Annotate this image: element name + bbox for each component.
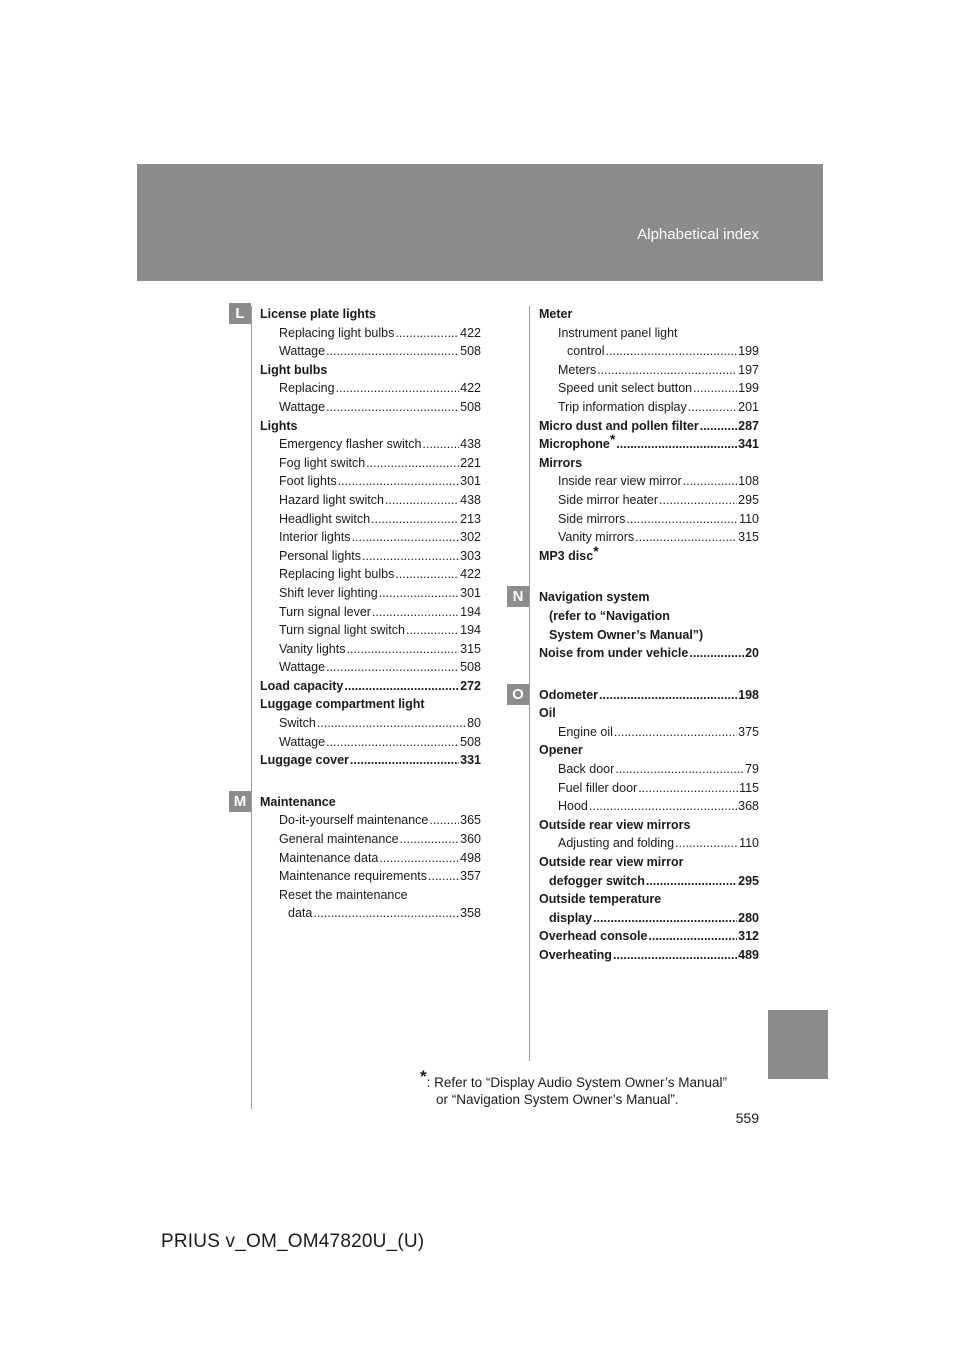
index-entry [539, 946, 759, 965]
index-entry [260, 793, 481, 812]
entry-page-number: 438 [460, 437, 481, 452]
dot-leader [379, 584, 459, 603]
index-entry [539, 760, 759, 779]
index-entry [260, 510, 481, 529]
index-section-m [233, 792, 481, 923]
index-column-right [512, 305, 759, 965]
entry-page-number: 489 [738, 948, 759, 962]
entry-label: Fuel filler door [558, 780, 638, 795]
entry-page-number: 331 [460, 753, 481, 768]
index-entry [539, 588, 759, 607]
entry-page-number: 194 [460, 623, 481, 638]
index-entry [539, 779, 759, 798]
dot-leader [615, 760, 744, 779]
entry-label: MP3 disc [539, 548, 594, 563]
dot-leader [683, 472, 738, 491]
index-entry [260, 714, 481, 733]
entry-label: Light bulbs [260, 362, 328, 377]
entry-label: display [549, 910, 593, 925]
entry-page-number: 115 [739, 780, 759, 795]
dot-leader [326, 342, 459, 361]
index-entry [260, 454, 481, 473]
entry-page-number: 368 [738, 799, 759, 814]
entry-page-number: 315 [460, 641, 481, 656]
index-entry [260, 695, 481, 714]
index-entry [260, 640, 481, 659]
entry-label: Oil [539, 706, 556, 721]
dot-leader [350, 751, 459, 770]
index-entry [260, 342, 481, 361]
dot-leader [326, 658, 459, 677]
index-entry [260, 379, 481, 398]
dot-leader [635, 528, 737, 547]
entry-label: Switch [279, 716, 316, 731]
dot-leader [338, 472, 459, 491]
entry-label: Opener [539, 743, 583, 758]
entry-label: Outside rear view mirror [539, 855, 684, 870]
entry-page-number: 272 [460, 678, 481, 693]
index-entry [260, 849, 481, 868]
dot-leader [648, 927, 737, 946]
entry-page-number: 315 [738, 530, 759, 545]
dot-leader [422, 435, 459, 454]
dot-leader [688, 398, 737, 417]
dot-leader [693, 379, 737, 398]
dot-leader [406, 621, 459, 640]
dot-leader [700, 417, 737, 436]
entry-label: Shift lever lighting [279, 585, 378, 600]
entry-label: Maintenance data [279, 850, 379, 865]
section-thumb-tab [768, 1010, 828, 1079]
entry-label: Noise from under vehicle [539, 646, 689, 661]
entry-label: Maintenance [260, 794, 336, 809]
index-entry [260, 528, 481, 547]
dot-leader [336, 379, 460, 398]
dot-leader [659, 491, 737, 510]
dot-leader [646, 872, 737, 891]
index-entry [539, 607, 759, 626]
entry-page-number: 80 [467, 716, 481, 731]
dot-leader [352, 528, 460, 547]
section-letter-tab: N [507, 586, 529, 607]
index-entry [539, 909, 759, 928]
index-entry [539, 890, 759, 909]
footnote-star: * [609, 431, 616, 447]
footnote-line-1: *: Refer to “Display Audio System Owner’s Manual” [420, 1067, 727, 1090]
dot-leader [675, 834, 738, 853]
entry-label: Turn signal light switch [279, 623, 405, 638]
entry-label: Replacing light bulbs [279, 567, 395, 582]
dot-leader [395, 324, 459, 343]
dot-leader [428, 867, 459, 886]
entry-page-number: 508 [460, 734, 481, 749]
entry-label: Emergency flasher switch [279, 437, 422, 452]
dot-leader [593, 909, 737, 928]
index-entry [539, 834, 759, 853]
dot-leader [626, 510, 738, 529]
entry-label: General maintenance [279, 832, 399, 847]
dot-leader [614, 723, 737, 742]
entry-page-number: 303 [460, 548, 481, 563]
entry-page-number: 280 [738, 910, 759, 925]
entry-label: Luggage compartment light [260, 697, 425, 712]
index-entry [260, 324, 481, 343]
index-entry [260, 584, 481, 603]
document-code: PRIUS v_OM_OM47820U_(U) [161, 1231, 425, 1252]
index-entry [539, 379, 759, 398]
entry-page-number: 79 [745, 762, 759, 777]
entry-label: Micro dust and pollen filter [539, 418, 699, 433]
dot-leader [313, 904, 459, 923]
dot-leader [326, 398, 459, 417]
dot-leader [599, 686, 737, 705]
entry-label: Engine oil [558, 724, 613, 739]
entry-page-number: 108 [738, 474, 759, 489]
index-entry [260, 565, 481, 584]
entry-page-number: 197 [738, 362, 759, 377]
index-entry [260, 435, 481, 454]
index-entry [260, 361, 481, 380]
dot-leader [429, 811, 459, 830]
entry-label: Meters [558, 362, 597, 377]
index-entry [539, 723, 759, 742]
index-entry [539, 741, 759, 760]
entry-label: Wattage [279, 344, 326, 359]
dot-leader [379, 849, 459, 868]
entry-label: control [567, 344, 605, 359]
index-entry [539, 305, 759, 324]
entry-page-number: 199 [738, 344, 759, 359]
entry-label: Fog light switch [279, 455, 366, 470]
index-section-n [512, 588, 759, 662]
entry-page-number: 295 [738, 492, 759, 507]
entry-label: defogger switch [549, 873, 645, 888]
entry-label: Load capacity [260, 678, 344, 693]
index-entry [260, 751, 481, 770]
entry-label: Replacing light bulbs [279, 325, 395, 340]
index-entry [539, 342, 759, 361]
entry-label: Back door [558, 762, 615, 777]
entry-label: Inside rear view mirror [558, 474, 682, 489]
index-entry [539, 797, 759, 816]
index-entry [260, 886, 481, 905]
entry-label: Hood [558, 799, 588, 814]
entry-page-number: 341 [738, 437, 759, 452]
entry-label: Overheating [539, 948, 612, 962]
index-entry [260, 904, 481, 923]
index-entry [539, 626, 759, 645]
entry-label: data [288, 906, 313, 921]
entry-label: Navigation system [539, 590, 650, 605]
footnote-marker: * [420, 1067, 427, 1086]
entry-label: Trip information display [558, 399, 687, 414]
entry-label: Wattage [279, 734, 326, 749]
entry-label: Meter [539, 307, 573, 321]
dot-leader [326, 733, 459, 752]
entry-label: Interior lights [279, 530, 351, 545]
entry-label: Lights [260, 418, 298, 433]
entry-page-number: 20 [745, 646, 759, 661]
index-entry [539, 324, 759, 343]
entry-label: System Owner’s Manual”) [549, 627, 704, 642]
entry-label: Outside rear view mirrors [539, 817, 691, 832]
entry-label: Speed unit select button [558, 381, 693, 396]
entry-page-number: 198 [738, 687, 759, 702]
index-section-l [235, 305, 481, 770]
index-entry [260, 658, 481, 677]
dot-leader [589, 797, 737, 816]
entry-label: Odometer [539, 687, 599, 702]
entry-page-number: 213 [460, 511, 481, 526]
entry-label: Hazard light switch [279, 492, 384, 507]
entry-page-number: 498 [460, 850, 481, 865]
index-entry [260, 733, 481, 752]
entry-label: Turn signal lever [279, 604, 371, 619]
dot-leader [616, 435, 737, 454]
dot-leader [344, 677, 459, 696]
index-entry [260, 603, 481, 622]
index-entry [539, 398, 759, 417]
entry-label: Headlight switch [279, 511, 371, 526]
index-entry [260, 491, 481, 510]
entry-label: Instrument panel light [558, 325, 678, 340]
entry-page-number: 508 [460, 660, 481, 675]
dot-leader [689, 644, 744, 663]
index-entry [539, 472, 759, 491]
entry-page-number: 287 [738, 418, 759, 433]
index-entry [260, 417, 481, 436]
entry-label: License plate lights [260, 307, 377, 321]
index-entry [539, 528, 759, 547]
entry-page-number: 365 [460, 813, 481, 828]
dot-leader [372, 603, 459, 622]
column-divider-middle [529, 306, 530, 1061]
index-entry [260, 677, 481, 696]
dot-leader [362, 547, 459, 566]
dot-leader [606, 342, 738, 361]
footnote [420, 1067, 780, 1108]
dot-leader [400, 830, 460, 849]
index-entry [539, 542, 759, 566]
entry-label: Do-it-yourself maintenance [279, 813, 429, 828]
section-letter-tab: L [229, 303, 251, 324]
entry-label: Foot lights [279, 474, 337, 489]
footnote-star: * [593, 542, 599, 559]
entry-label: Adjusting and folding [558, 836, 675, 851]
entry-page-number: 422 [460, 567, 481, 582]
entry-label: Replacing [279, 381, 335, 396]
index-entry [539, 417, 759, 436]
index-entry [260, 621, 481, 640]
entry-label: Mirrors [539, 455, 583, 470]
entry-page-number: 194 [460, 604, 481, 619]
entry-page-number: 508 [460, 344, 481, 359]
index-entry [260, 472, 481, 491]
index-entry [539, 686, 759, 705]
entry-page-number: 110 [739, 511, 759, 526]
entry-label: Side mirror heater [558, 492, 659, 507]
entry-page-number: 360 [460, 832, 481, 847]
entry-label: Maintenance requirements [279, 869, 427, 884]
index-entry [539, 644, 759, 663]
dot-leader [638, 779, 738, 798]
dot-leader [371, 510, 459, 529]
index-entry [539, 853, 759, 872]
entry-page-number: 201 [738, 399, 759, 414]
dot-leader [395, 565, 459, 584]
entry-page-number: 221 [460, 455, 481, 470]
entry-page-number: 295 [738, 873, 759, 888]
entry-label: Outside temperature [539, 892, 662, 907]
entry-page-number: 110 [739, 836, 759, 851]
index-section-continued [539, 305, 759, 565]
index-entry [539, 927, 759, 946]
entry-page-number: 302 [460, 530, 481, 545]
entry-label: Side mirrors [558, 511, 626, 526]
header-title: Alphabetical index [637, 226, 759, 243]
dot-leader [346, 640, 459, 659]
index-entry [260, 867, 481, 886]
index-entry [260, 398, 481, 417]
entry-label: Luggage cover [260, 753, 349, 768]
entry-label: Overhead console [539, 929, 648, 944]
page-number: 559 [735, 1110, 759, 1126]
entry-label: Wattage [279, 660, 326, 675]
dot-leader [597, 361, 737, 380]
entry-label: Vanity lights [279, 641, 346, 656]
index-entry [539, 454, 759, 473]
index-entry [539, 361, 759, 380]
entry-page-number: 199 [738, 381, 759, 396]
entry-page-number: 375 [738, 724, 759, 739]
entry-label: Personal lights [279, 548, 361, 563]
entry-label: Reset the maintenance [279, 887, 408, 902]
index-entry [260, 811, 481, 830]
entry-page-number: 508 [460, 399, 481, 414]
index-entry [539, 872, 759, 891]
dot-leader [366, 454, 459, 473]
index-entry [260, 830, 481, 849]
entry-page-number: 357 [460, 869, 481, 884]
dot-leader [613, 946, 737, 965]
index-entry [260, 305, 481, 324]
entry-label: Wattage [279, 399, 326, 414]
entry-page-number: 301 [460, 585, 481, 600]
footnote-line-2: or “Navigation System Owner’s Manual”. [436, 1092, 679, 1107]
index-entry [539, 491, 759, 510]
index-entry [539, 704, 759, 723]
section-letter-tab: M [229, 791, 251, 812]
index-entry [260, 547, 481, 566]
index-entry [539, 816, 759, 835]
index-entry [539, 431, 759, 454]
entry-page-number: 358 [460, 906, 481, 921]
entry-label: Vanity mirrors [558, 530, 635, 545]
section-letter-tab: O [507, 684, 529, 705]
entry-page-number: 438 [460, 492, 481, 507]
entry-page-number: 301 [460, 474, 481, 489]
dot-leader [317, 714, 466, 733]
entry-label: Microphone [539, 437, 610, 452]
entry-label: (refer to “Navigation [549, 608, 670, 623]
index-section-o [512, 685, 759, 965]
index-entry [539, 510, 759, 529]
entry-page-number: 312 [738, 929, 759, 944]
entry-page-number: 422 [460, 381, 481, 396]
column-divider-left [251, 306, 252, 1109]
index-column-left [233, 305, 481, 923]
header-band [137, 164, 823, 281]
entry-page-number: 422 [460, 325, 481, 340]
dot-leader [385, 491, 459, 510]
